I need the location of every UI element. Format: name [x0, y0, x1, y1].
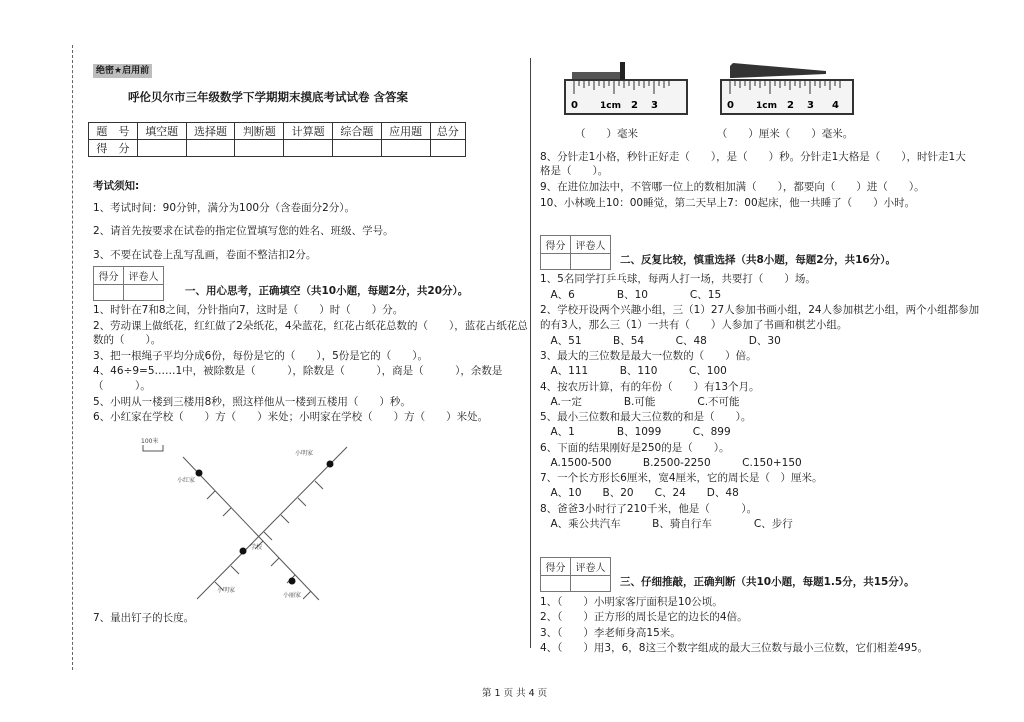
score-row-label: 得 分: [89, 140, 138, 157]
map-label: 小明家: [295, 450, 314, 457]
score-header-cell: 总分: [430, 123, 465, 140]
map-label: 学校: [250, 544, 263, 551]
s2-line: 4、按农历计算，有的年份（ ）有13个月。: [540, 381, 760, 393]
grader-box-2: [540, 235, 611, 270]
score-input-cell[interactable]: [186, 140, 235, 157]
grader-score-label: 得分: [541, 558, 571, 576]
s1-line: 8、分针走1小格，秒针正好走（ ），是（ ）秒。分针走1大格是（ ），时针走1大: [540, 151, 966, 163]
score-input-cell[interactable]: [381, 140, 430, 157]
map-scale-label: 100米: [141, 438, 159, 445]
ruler-tick-label: 2: [787, 100, 794, 111]
s1-line: 格是（ ）。: [540, 165, 609, 177]
s2-line: 5、最小三位数和最大三位数的和是（ ）。: [540, 411, 752, 423]
score-header-cell: 应用题: [381, 123, 430, 140]
map-ticks: [207, 481, 323, 599]
map-point-school: [240, 548, 247, 555]
ruler-tick-label: 2: [631, 100, 638, 111]
score-input-cell[interactable]: [332, 140, 381, 157]
s3-line: 2、（ ）正方形的周长是它的边长的4倍。: [540, 611, 748, 623]
secret-label: 绝密★启用前: [93, 64, 152, 78]
s2-line: 7、一个长方形长6厘米，宽4厘米，它的周长是（ ）厘米。: [540, 472, 823, 484]
map-road-a: [183, 457, 319, 600]
grader-score-label: 得分: [94, 267, 124, 285]
s1-q7: 7、量出钉子的长度。: [93, 612, 195, 624]
page-title: 呼伦贝尔市三年级数学下学期期末摸底考试试卷 含答案: [128, 90, 409, 104]
map-road-b: [197, 447, 347, 599]
ruler-answer: （ ）毫米 （ ）厘米（ ）毫米。: [575, 128, 854, 140]
s2-line: 1、5名同学打乒乓球，每两人打一场，共要打（ ）场。: [540, 273, 816, 285]
ruler-tick-label: 3: [651, 100, 658, 111]
s1-line: 3、把一根绳子平均分成6份，每份是它的（ ），5份是它的（ ）。: [93, 350, 429, 362]
ruler-tick-label: 1cm: [600, 101, 621, 111]
grader-score-cell[interactable]: [541, 254, 571, 270]
s2-line: A.1500-500 B.2500-2250 C.150+150: [540, 457, 802, 469]
ruler-tick-label: 1cm: [756, 101, 777, 111]
grader-marker-label: 评卷人: [124, 267, 164, 285]
ruler-tick-label: 0: [571, 100, 578, 111]
s1-line: 9、在进位加法中，不管哪一位上的数相加满（ ），都要向（ ）进（ ）。: [540, 181, 925, 193]
ruler-tick-label: 4: [832, 100, 839, 111]
notice-item: 3、不要在试卷上乱写乱画，卷面不整洁扣2分。: [93, 249, 317, 261]
map-label: 小红家: [177, 477, 196, 484]
s1-line: 5、小明从一楼到三楼用8秒，照这样他从一楼到五楼用（ ）秒。: [93, 396, 411, 408]
s1-line: 1、时针在7和8之间，分针指向7，这时是（ ）时（ ）分。: [93, 304, 404, 316]
score-input-cell[interactable]: [284, 140, 333, 157]
grader-marker-label: 评卷人: [571, 236, 611, 254]
s1-line: 6、小红家在学校（ ）方（ ）米处；小明家在学校（ ）方（ ）米处。: [93, 411, 489, 423]
s2-line: 6、下面的结果刚好是250的是（ ）。: [540, 442, 730, 454]
score-header-cell: 判断题: [235, 123, 284, 140]
binding-line: [72, 45, 73, 670]
s2-line: A、6 B、10 C、15: [540, 289, 722, 301]
score-table: [88, 122, 466, 157]
s3-line: 3、（ ）李老师身高15米。: [540, 627, 681, 639]
ruler-tick-label: 0: [727, 100, 734, 111]
map-label: 小明家: [217, 587, 236, 594]
nail-2: [730, 63, 826, 78]
map-point-xiaoli: [289, 578, 296, 585]
grader-box-3: [540, 557, 611, 592]
direction-map: [135, 435, 355, 610]
s2-line: 3、最大的三位数是最大一位数的（ ）倍。: [540, 350, 757, 362]
s2-line: 的有3人，那么三（1）一共有（ ）人参加了书画和棋艺小组。: [540, 319, 848, 331]
scale-bar: [143, 445, 163, 451]
grader-marker-label: 评卷人: [571, 558, 611, 576]
score-input-cell[interactable]: [430, 140, 465, 157]
ruler-1: [562, 58, 690, 116]
s2-line: A、111 B、110 C、100: [540, 365, 727, 377]
grader-box-1: [93, 266, 164, 301]
s1-line: 4、46÷9=5……1中，被除数是（ ），除数是（ ），商是（ ），余数是: [93, 365, 503, 377]
grader-marker-cell[interactable]: [571, 254, 611, 270]
s2-line: A、1 B、1099 C、899: [540, 426, 731, 438]
grader-score-cell[interactable]: [541, 576, 571, 592]
s2-line: 2、学校开设两个兴趣小组，三（1）27人参加书画小组，24人参加棋艺小组，两个小组都参加: [540, 304, 980, 316]
grader-marker-cell[interactable]: [124, 285, 164, 301]
ruler-tick-label: 3: [807, 100, 814, 111]
ruler-2: [718, 58, 858, 116]
section2-title: 二、反复比较，慎重选择（共8小题，每题2分，共16分）。: [620, 254, 896, 266]
score-header-cell: 综合题: [332, 123, 381, 140]
s2-line: A、10 B、20 C、24 D、48: [540, 487, 739, 499]
notice-item: 2、请首先按要求在试卷的指定位置填写您的姓名、班级、学号。: [93, 225, 394, 237]
score-input-cell[interactable]: [235, 140, 284, 157]
s3-line: 4、（ ）用3，6，8这三个数字组成的最大三位数与最小三位数，它们相差495。: [540, 642, 929, 654]
s1-line: 10、小林晚上10：00睡觉，第二天早上7：00起床，他一共睡了（ ）小时。: [540, 197, 916, 209]
notice-item: 1、考试时间：90分钟，满分为100分（含卷面分2分）。: [93, 202, 356, 214]
score-header-cell: 计算题: [284, 123, 333, 140]
score-header-cell: 选择题: [186, 123, 235, 140]
section3-title: 三、仔细推敲，正确判断（共10小题，每题1.5分，共15分）。: [620, 576, 915, 588]
s1-line: 2、劳动课上做纸花，红红做了2朵纸花，4朵蓝花，红花占纸花总数的（ ），蓝花占纸花总: [93, 320, 528, 332]
page-number: 第 1 页 共 4 页: [482, 688, 548, 699]
notice-heading: 考试须知:: [93, 180, 140, 192]
grader-marker-cell[interactable]: [571, 576, 611, 592]
column-divider: [530, 58, 531, 648]
s2-line: A、51 B、54 C、48 D、30: [540, 335, 781, 347]
s2-line: A.一定 B.可能 C.不可能: [540, 396, 740, 408]
score-header-cell: 填空题: [137, 123, 186, 140]
s2-line: A、乘公共汽车 B、骑自行车 C、步行: [540, 518, 793, 530]
s2-line: 8、爸爸3小时行了210千米，他是（ ）。: [540, 503, 758, 515]
map-point-xiaohong: [196, 470, 203, 477]
grader-score-cell[interactable]: [94, 285, 124, 301]
s1-line: （ ）。: [93, 380, 151, 392]
map-point-xiaoming: [327, 461, 334, 468]
s3-line: 1、（ ）小明家客厅面积是10公顷。: [540, 596, 723, 608]
s1-line: 数的（ ）。: [93, 334, 162, 346]
section1-title: 一、用心思考，正确填空（共10小题，每题2分，共20分）。: [185, 285, 469, 297]
map-label: 小丽家: [283, 592, 302, 599]
nail-1: [572, 62, 625, 80]
score-input-cell[interactable]: [137, 140, 186, 157]
score-header-cell: 题 号: [89, 123, 138, 140]
grader-score-label: 得分: [541, 236, 571, 254]
